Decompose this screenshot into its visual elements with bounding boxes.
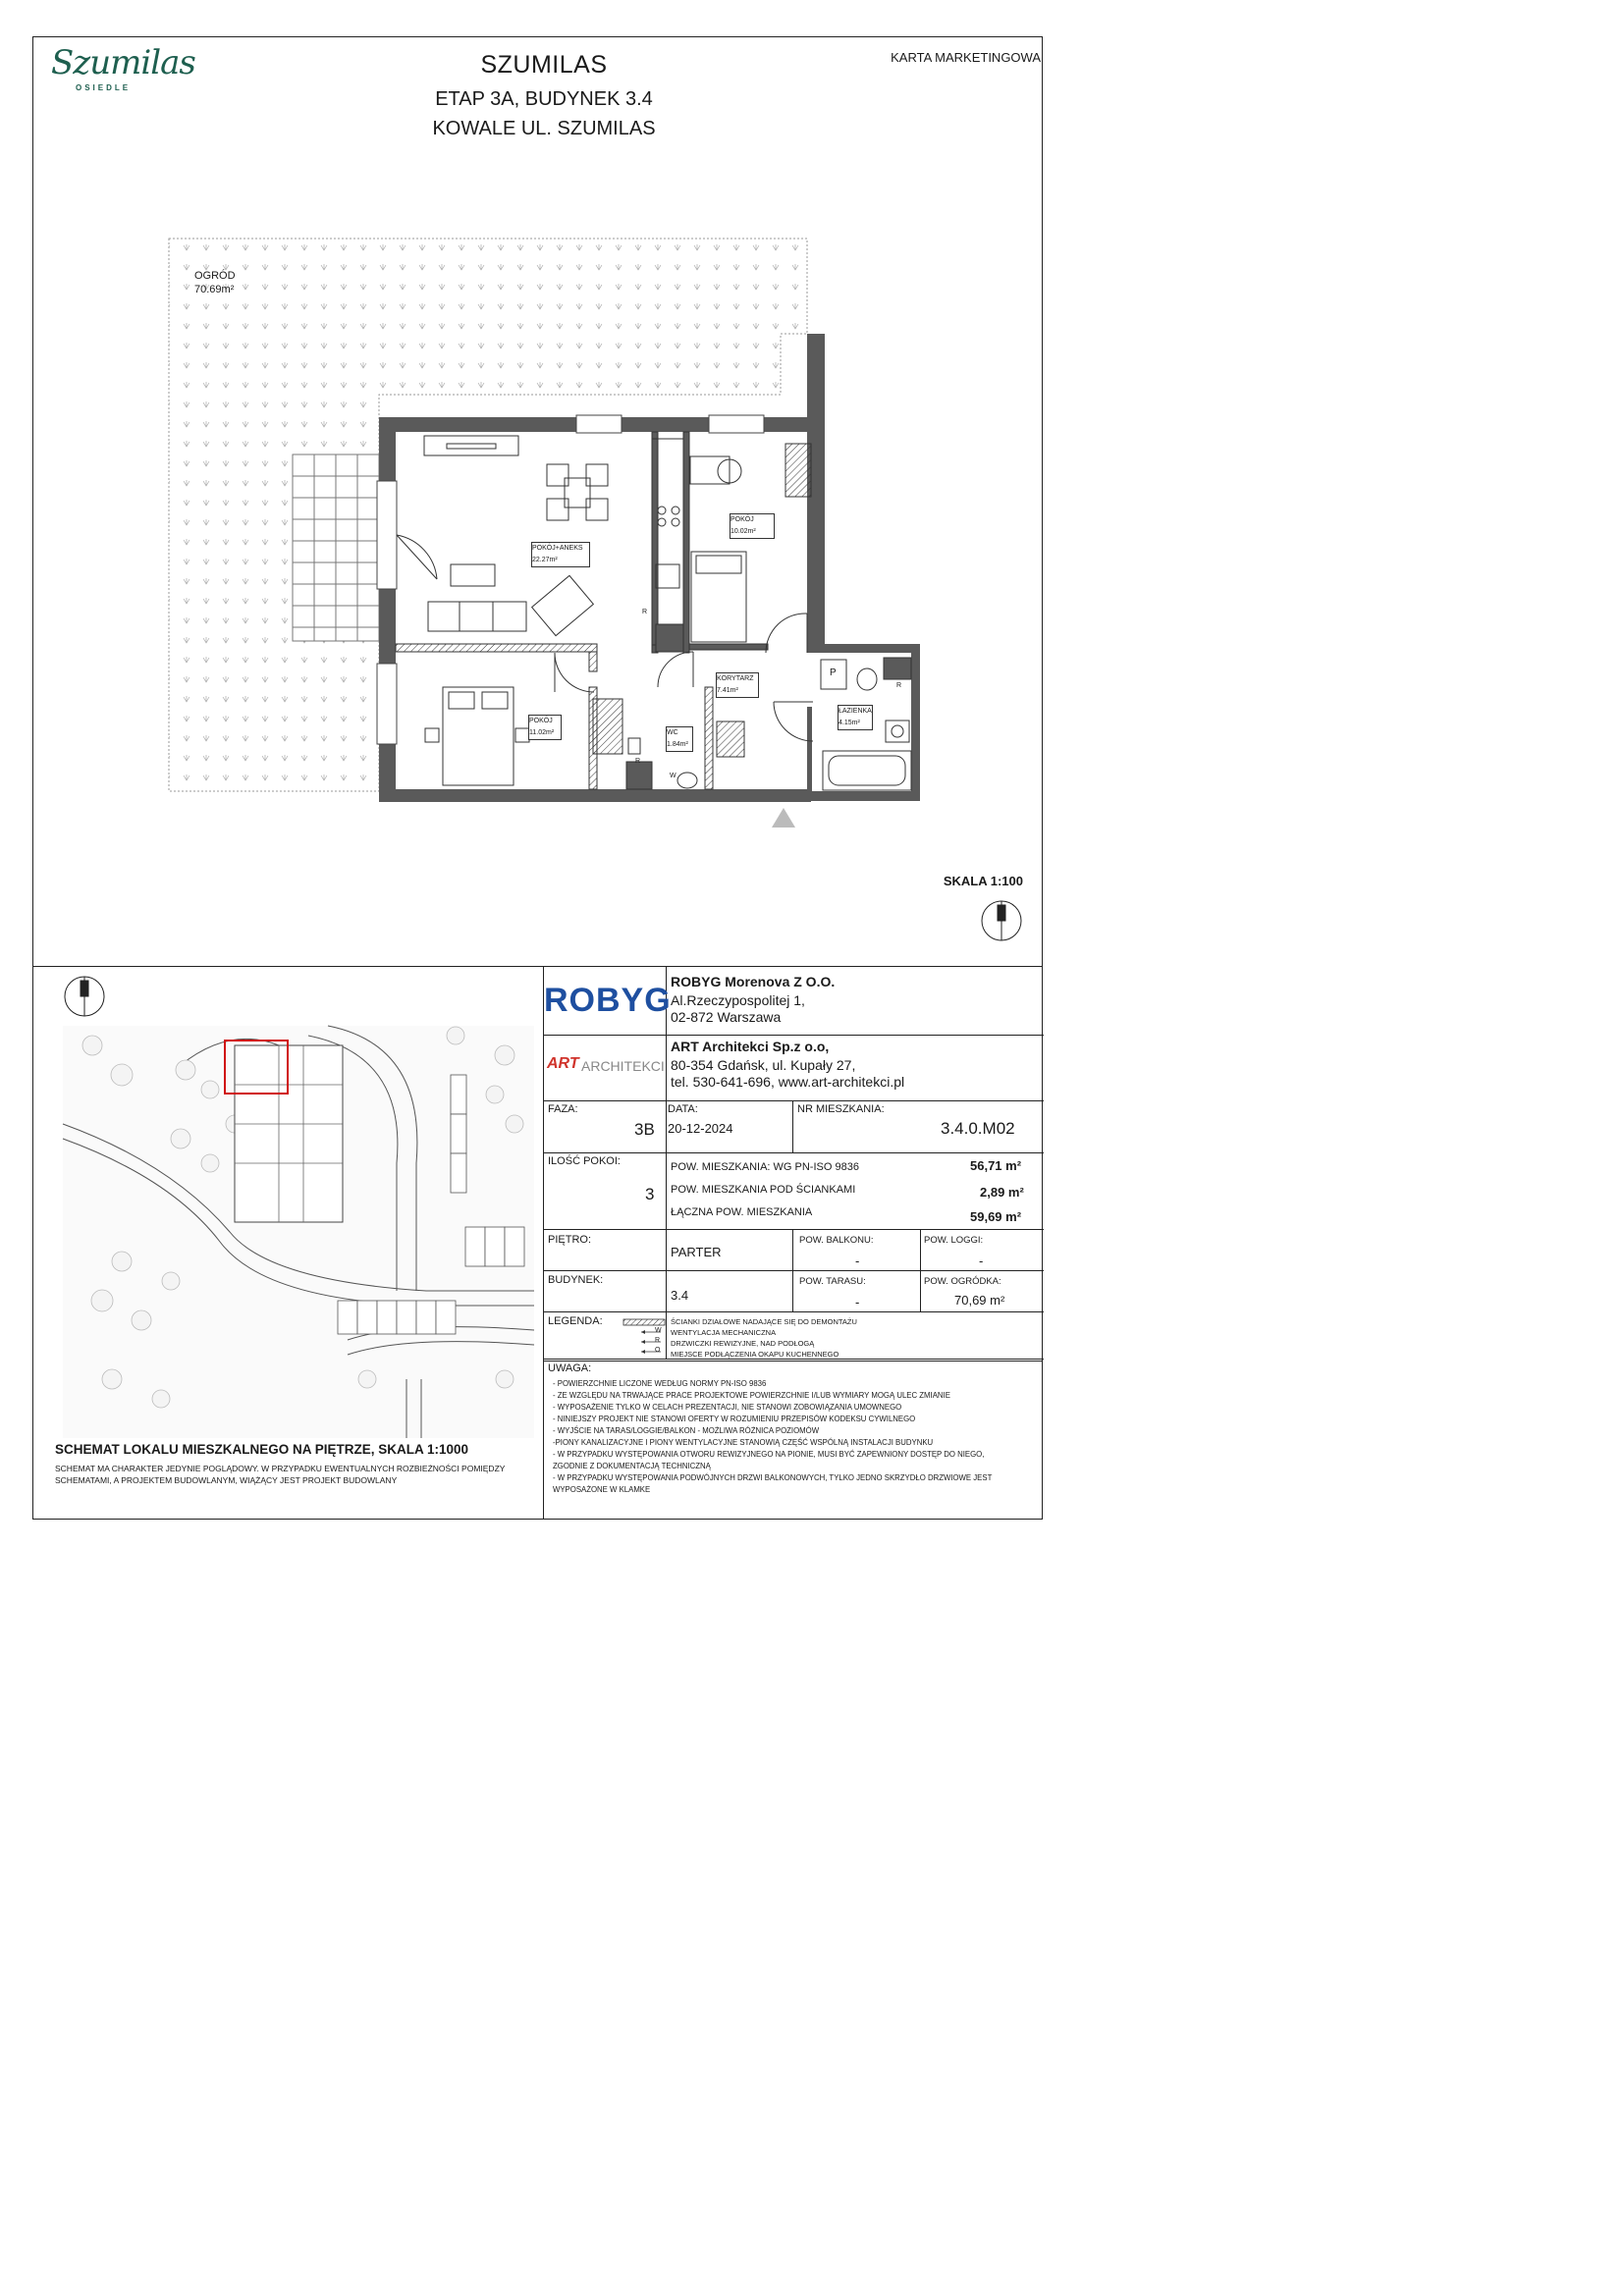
- note-line: - W PRZYPADKU WYSTĘPOWANIA OTWORU REWIZYJNEGO NA PIONIE, MUSI BYĆ ZAPEWNIONY DOSTĘP DO NIEGO,: [553, 1450, 985, 1459]
- room-label-bedroom2: POKÓJ 11.02m²: [528, 715, 562, 740]
- art-logo-mark: ART: [547, 1055, 579, 1072]
- building-label: BUDYNEK:: [548, 1274, 604, 1286]
- north-arrow: [982, 901, 1021, 940]
- marker-r-bath: R: [896, 682, 902, 689]
- balcony-value: -: [855, 1254, 860, 1268]
- building-value: 3.4: [671, 1288, 689, 1303]
- marker-r-kitchen: R: [642, 609, 648, 615]
- legend-symbol-w: W: [655, 1327, 662, 1334]
- area-under-walls-value: 2,89 m²: [980, 1185, 1024, 1200]
- legend-symbol-o: O: [655, 1347, 661, 1354]
- area-under-walls-label: POW. MIESZKANIA POD ŚCIANKAMI: [671, 1184, 856, 1196]
- rooms-count-value: 3: [645, 1185, 655, 1203]
- garden-label: OGRÓD: [194, 270, 236, 282]
- terrace-label: POW. TARASU:: [799, 1276, 866, 1287]
- exterior-walls: [379, 334, 920, 802]
- note-line: - ZE WZGLĘDU NA TRWAJĄCE PRACE PROJEKTOWE POWIERZCHNIE I/LUB WYMIARY MOGĄ ULEC ZMIANIE: [553, 1391, 950, 1400]
- unit-number-label: NR MIESZKANIA:: [797, 1103, 885, 1115]
- note-line: - WYPOSAŻENIE TYLKO W CELACH PREZENTACJI, NIE STANOWI ZOBOWIĄZANIA UMOWNEGO: [553, 1403, 902, 1412]
- garden-area-value: 70,69 m²: [954, 1293, 1005, 1308]
- architect-contact: tel. 530-641-696, www.art-architekci.pl: [671, 1074, 905, 1090]
- szumilas-logo: Szumilas: [51, 43, 195, 82]
- unit-number-value: 3.4.0.M02: [941, 1119, 1015, 1138]
- balcony-label: POW. BALKONU:: [799, 1235, 874, 1246]
- floor-plan: [0, 0, 1088, 962]
- note-line: - NINIEJSZY PROJEKT NIE STANOWI OFERTY W ROZUMIENIU PRZEPISÓW KODEKSU CYWILNEGO: [553, 1415, 916, 1423]
- note-line: - WYJŚCIE NA TARAS/LOGGIE/BALKON - MOŻLIWA RÓŻNICA POZIOMÓW: [553, 1426, 820, 1435]
- marker-p: P: [830, 667, 837, 678]
- page-title: SZUMILAS: [480, 51, 608, 79]
- site-schematic: [33, 967, 543, 1438]
- schematic-north-arrow: [65, 977, 104, 1016]
- marker-r-wc: R: [635, 758, 641, 765]
- developer-address2: 02-872 Warszawa: [671, 1009, 782, 1025]
- page-subtitle-location: KOWALE UL. SZUMILAS: [432, 118, 656, 139]
- notes-label: UWAGA:: [548, 1362, 592, 1374]
- date-label: DATA:: [668, 1103, 698, 1115]
- floor-value: PARTER: [671, 1245, 722, 1259]
- area-iso-label: POW. MIESZKANIA: WG PN-ISO 9836: [671, 1161, 859, 1173]
- room-label-bathroom: ŁAZIENKA 4.15m²: [838, 705, 873, 730]
- loggia-label: POW. LOGGI:: [924, 1235, 984, 1246]
- interior-walls: [396, 432, 768, 789]
- area-iso-value: 56,71 m²: [970, 1158, 1022, 1173]
- scale-label: SKALA 1:100: [943, 874, 1023, 888]
- schematic-note: SCHEMAT MA CHARAKTER JEDYNIE POGLĄDOWY. W PRZYPADKU EWENTUALNYCH ROZBIEŻNOŚCI POMIĘDZY SCHEMATAMI, A PROJEKTEM BUDOWLANYM, WIĄŻĄCY JEST PROJEKT BUDOWLANY: [55, 1464, 506, 1485]
- szumilas-logo-sub: OSIEDLE: [76, 83, 132, 92]
- room-label-living: POKÓJ+ANEKS 22.27m²: [531, 542, 590, 567]
- card-type-label: KARTA MARKETINGOWA: [891, 50, 1041, 65]
- architect-address: 80-354 Gdańsk, ul. Kupały 27,: [671, 1057, 856, 1073]
- total-area-label: ŁĄCZNA POW. MIESZKANIA: [671, 1206, 813, 1218]
- room-label-bedroom1: POKÓJ 10.02m²: [730, 513, 775, 539]
- faza-label: FAZA:: [548, 1103, 578, 1115]
- faza-value: 3B: [634, 1120, 655, 1139]
- terrace-tiles: [293, 454, 379, 641]
- date-value: 20-12-2024: [668, 1121, 733, 1136]
- note-line: WYPOSAŻONE W KLAMKE: [553, 1485, 651, 1494]
- garden-area: 70.69m²: [194, 284, 235, 295]
- legend-item-walls: ŚCIANKI DZIAŁOWE NADAJĄCE SIĘ DO DEMONTAŻU: [671, 1317, 857, 1326]
- schematic-title: SCHEMAT LOKALU MIESZKALNEGO NA PIĘTRZE, SKALA 1:1000: [55, 1442, 469, 1457]
- page-subtitle-stage: ETAP 3A, BUDYNEK 3.4: [435, 88, 653, 110]
- garden-area-label: POW. OGRÓDKA:: [924, 1276, 1001, 1287]
- note-line: ZGODNIE Z DOKUMENTACJĄ TECHNICZNĄ: [553, 1462, 711, 1470]
- art-logo-text: ARCHITEKCI: [581, 1058, 665, 1074]
- developer-address1: Al.Rzeczypospolitej 1,: [671, 992, 805, 1008]
- room-label-wc: WC 1.84m²: [666, 726, 693, 752]
- marker-w-wc: W: [670, 773, 676, 779]
- legend-symbol-r: R: [655, 1337, 661, 1344]
- robyg-logo: ROBYG: [544, 982, 672, 1019]
- legend-symbols: [622, 1317, 669, 1357]
- room-label-corridor: KORYTARZ 7.41m²: [716, 672, 759, 698]
- total-area-value: 59,69 m²: [970, 1209, 1022, 1224]
- terrace-value: -: [855, 1295, 860, 1309]
- legend-label: LEGENDA:: [548, 1315, 603, 1327]
- legend-item-revision: DRZWICZKI REWIZYJNE, NAD PODŁOGĄ: [671, 1339, 815, 1348]
- note-line: -PIONY KANALIZACYJNE I PIONY WENTYLACYJNE STANOWIĄ CZĘŚĆ WSPÓLNĄ INSTALACJI BUDYNKU: [553, 1438, 934, 1447]
- floor-label: PIĘTRO:: [548, 1234, 592, 1246]
- note-line: - W PRZYPADKU WYSTĘPOWANIA PODWÓJNYCH DRZWI BALKONOWYCH, TYLKO JEDNO SKRZYDŁO DRZWIOWE JEST: [553, 1473, 993, 1482]
- legend-item-hood: MIEJSCE PODŁĄCZENIA OKAPU KUCHENNEGO: [671, 1350, 839, 1359]
- architect-name: ART Architekci Sp.z o.o,: [671, 1039, 830, 1054]
- notes-list: [553, 1378, 1034, 1496]
- rooms-count-label: ILOŚĆ POKOI:: [548, 1155, 621, 1167]
- developer-name: ROBYG Morenova Z O.O.: [671, 974, 836, 989]
- legend-item-ventilation: WENTYLACJA MECHANICZNA: [671, 1328, 777, 1337]
- entrance-marker: [772, 808, 795, 828]
- note-line: - POWIERZCHNIE LICZONE WEDŁUG NORMY PN-ISO 9836: [553, 1379, 767, 1388]
- loggia-value: -: [979, 1254, 984, 1268]
